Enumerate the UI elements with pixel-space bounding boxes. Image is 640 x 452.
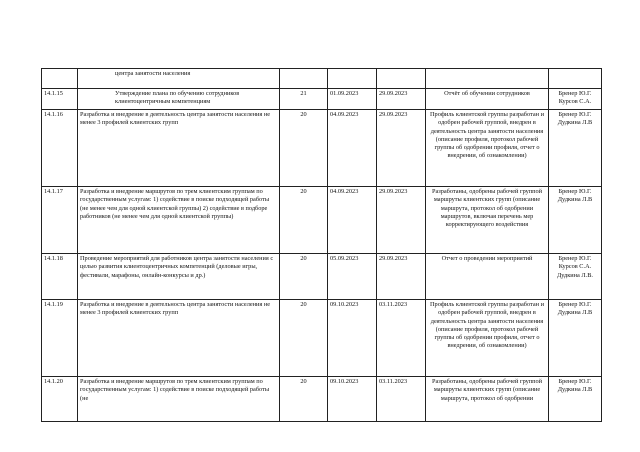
row-count: 20 — [280, 110, 328, 187]
row-start-date: 01.09.2023 — [328, 89, 377, 110]
table-row — [42, 300, 602, 377]
table-row — [42, 254, 602, 300]
row-responsible: Бренер Ю.Г. Дудкина Л.В — [549, 377, 602, 422]
row-start-date: 04.09.2023 — [328, 187, 377, 254]
row-number — [42, 69, 78, 89]
row-number: 14.1.16 — [42, 110, 78, 187]
row-result: Отчет о проведении мероприятий — [426, 254, 549, 300]
row-result: Профиль клиентской группы разработан и одобрен рабочей группой, внедрен в деятельность центра занятости населения (описание профиля, протокол рабочей группы об одобрении профиля, отчет о внедрении, об ознакомлении) — [426, 110, 549, 187]
row-start-date: 05.09.2023 — [328, 254, 377, 300]
row-description: Разработка и внедрение маршрутов по трем клиентским группам по государственным услугам: 1) содействие в поиске подходящей работы (не менее чем для одной клиентской группы) 2) содействие в подборе работников (не менее чем для одной клиентской группы) — [78, 187, 280, 254]
row-responsible: Бренер Ю.Г. Дудкина Л.В — [549, 187, 602, 254]
row-count: 20 — [280, 377, 328, 422]
row-end-date: 29.09.2023 — [377, 254, 426, 300]
row-start-date — [328, 69, 377, 89]
row-count — [280, 69, 328, 89]
row-result: Отчёт об обучении сотрудников — [426, 89, 549, 110]
table-row — [42, 377, 602, 422]
row-number: 14.1.18 — [42, 254, 78, 300]
row-responsible: Бренер Ю.Г. Курсов С.А. Дудкина Л.В. — [549, 254, 602, 300]
row-start-date: 09.10.2023 — [328, 377, 377, 422]
row-responsible: Бренер Ю.Г. Дудкина Л.В — [549, 110, 602, 187]
row-description: Разработка и внедрение маршрутов по трем клиентским группам по государственным услугам: 1) содействие в поиске подходящей работы (не — [78, 377, 280, 422]
plan-table — [41, 68, 602, 422]
row-number: 14.1.20 — [42, 377, 78, 422]
row-start-date: 04.09.2023 — [328, 110, 377, 187]
row-count: 20 — [280, 300, 328, 377]
table-row — [42, 110, 602, 187]
row-result — [426, 69, 549, 89]
row-number: 14.1.19 — [42, 300, 78, 377]
row-count: 20 — [280, 187, 328, 254]
row-start-date: 09.10.2023 — [328, 300, 377, 377]
row-description: Разработка и внедрение в деятельность центра занятости населения не менее 3 профилей клиентских групп — [78, 300, 280, 377]
row-number: 14.1.15 — [42, 89, 78, 110]
table-row — [42, 69, 602, 89]
row-end-date: 29.09.2023 — [377, 187, 426, 254]
table-row — [42, 89, 602, 110]
row-result: Разработаны, одобрены рабочей группой маршруты клиентских групп (описание маршрута, протокол об одобрении — [426, 377, 549, 422]
row-count: 20 — [280, 254, 328, 300]
table-row — [42, 187, 602, 254]
row-description: центра занятости населения — [78, 69, 280, 89]
row-end-date: 29.09.2023 — [377, 89, 426, 110]
row-end-date — [377, 69, 426, 89]
row-end-date: 03.11.2023 — [377, 377, 426, 422]
row-result: Профиль клиентской группы разработан и одобрен рабочей группой, внедрен в деятельность центра занятости населения (описание профиля, протокол рабочей группы об одобрении профиля, отчет о внедрении, об ознакомлении) — [426, 300, 549, 377]
row-count: 21 — [280, 89, 328, 110]
row-end-date: 29.09.2023 — [377, 110, 426, 187]
row-end-date: 03.11.2023 — [377, 300, 426, 377]
row-description: Утверждение плана по обучению сотрудников клиентоцентричным компетенциям — [78, 89, 280, 110]
row-responsible: Бренер Ю.Г. Дудкина Л.В — [549, 300, 602, 377]
row-description: Проведение мероприятий для работников центра занятости населения с целью развития клиентоцентричных компетенций (деловые игры, фестивали, марафоны, онлайн-конкурсы и др.) — [78, 254, 280, 300]
row-responsible — [549, 69, 602, 89]
row-result: Разработаны, одобрены рабочей группой маршруты клиентских групп (описание маршрута, протокол об одобрении маршрутов, включая перечень мер корректирующего воздействия — [426, 187, 549, 254]
row-responsible: Бренер Ю.Г. Курсов С.А. — [549, 89, 602, 110]
row-description: Разработка и внедрение в деятельность центра занятости населения не менее 3 профилей клиентских групп — [78, 110, 280, 187]
row-number: 14.1.17 — [42, 187, 78, 254]
